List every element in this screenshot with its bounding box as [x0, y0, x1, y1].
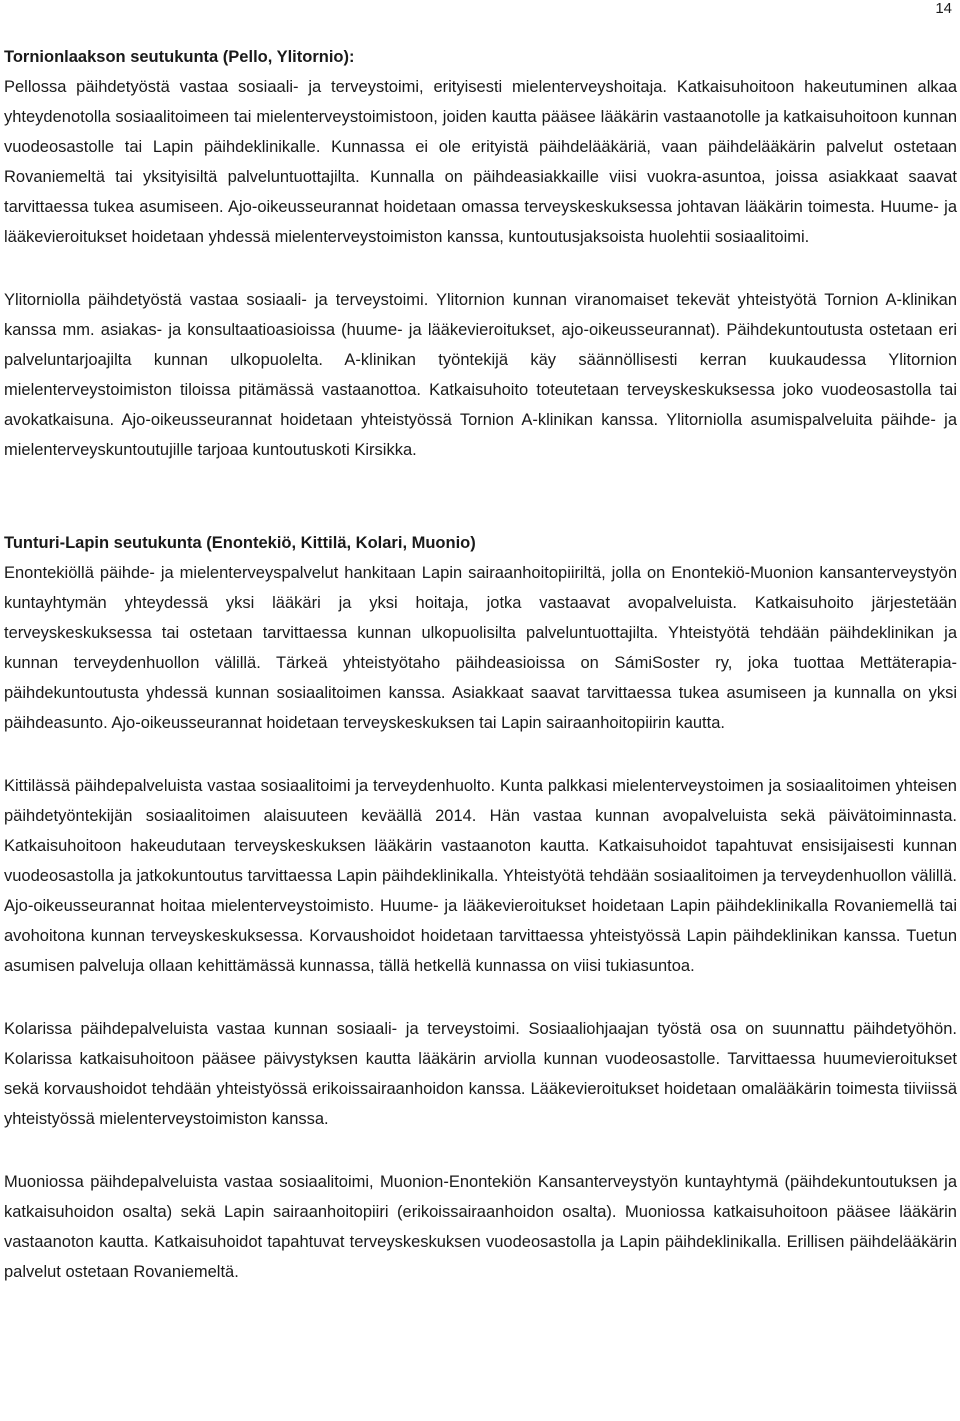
paragraph-kolari: Kolarissa päihdepalveluista vastaa kunnan sosiaali- ja terveystoimi. Sosiaaliohjaajan työstä osa on suunnattu päihdetyöhön. Kolarissa katkaisuhoitoon pääsee päivystyksen kautta lääkärin arviolla kunnan vuodeosastolle. Tarvittaessa huumevieroitukset sekä korvaushoidot tehdään yhteistyössä erikoissairaanhoidon kanssa. Lääkevieroitukset hoidetaan omalääkärin toimesta tiiviissä yhteistyössä mielenterveystoimiston kanssa. [4, 1020, 957, 1128]
paragraph-gap [4, 1134, 957, 1167]
paragraph-pello: Pellossa päihdetyöstä vastaa sosiaali- ja terveystoimi, erityisesti mielenterveyshoitaja. Katkaisuhoitoon hakeutuminen alkaa yhteydenotolla sosiaalitoimeen tai mielenterveystoimistoon, joiden kautta pääsee lääkärin vastaanotolle ja katkaisuhoitoon kunnan vuodeosastolle tai Lapin päihdeklinikalle. Kunnassa ei ole erityistä päihdelääkäriä, vaan päihdelääkärin palvelut ostetaan Rovaniemeltä tai yksityisiltä palveluntuottajilta. Kunnalla on päihdeasiakkaille viisi vuokra-asuntoa, joissa asiakkaat saavat tarvittaessa tukea asumiseen. Ajo-oikeusseurannat hoidetaan omassa terveyskeskuksessa johtavan lääkärin toimesta. Huume- ja lääkevieroitukset hoidetaan yhdessä mielenterveystoimiston kanssa, kuntoutusjaksoista huolehtii sosiaalitoimi. [4, 78, 957, 246]
paragraph-muonio: Muoniossa päihdepalveluista vastaa sosiaalitoimi, Muonion-Enontekiön Kansanterveystyön kuntayhtymä (päihdekuntoutuksen ja katkaisuhoidon osalta) sekä Lapin sairaanhoitopiiri (erikoissairaanhoidon osalta). Muoniossa katkaisuhoitoon pääsee lääkärin vastaanoton kautta. Katkaisuhoidot tapahtuvat terveyskeskuksen vuodeosastolla ja Lapin päihdeklinikalla. Erillisen päihdelääkärin palvelut ostetaan Rovaniemeltä. [4, 1173, 957, 1281]
section-heading: Tunturi-Lapin seutukunta (Enontekiö, Kittilä, Kolari, Muonio) [4, 534, 476, 552]
section-tunturi-lappi [4, 528, 957, 1287]
paragraph-gap [4, 738, 957, 771]
paragraph-ylitornio: Ylitorniolla päihdetyöstä vastaa sosiaali- ja terveystoimi. Ylitornion kunnan viranomaiset tekevät yhteistyötä Tornion A-klinikan kanssa mm. asiakas- ja konsultaatioasioissa (huume- ja lääkevieroitukset, ajo-oikeusseurannat). Päihdekuntoutusta ostetaan eri palveluntarjoajilta kunnan ulkopuolelta. A-klinikan työntekijä käy säännöllisesti kerran kuukaudessa Ylitornion mielenterveystoimiston tiloissa pitämässä vastaanottoa. Katkaisuhoito toteutetaan terveyskeskuksessa joko vuodeosastolla tai avokatkaisuna. Ajo-oikeusseurannat hoidetaan yhteistyössä Tornion A-klinikan kanssa. Ylitorniolla asumispalveluita päihde- ja mielenterveyskuntoutujille tarjoaa kuntoutuskoti Kirsikka. [4, 291, 957, 459]
section-gap [4, 465, 957, 528]
section-tornionlaakso [4, 42, 957, 465]
paragraph-kittila: Kittilässä päihdepalveluista vastaa sosiaalitoimi ja terveydenhuolto. Kunta palkkasi mielenterveystoimen ja sosiaalitoimen yhteisen päihdetyöntekijän sosiaalitoimen alaisuuteen keväällä 2014. Hän vastaa kunnan avopalveluista sekä päivätoiminnasta. Katkaisuhoitoon hakeudutaan terveyskeskuksen lääkärin vastaanoton kautta. Katkaisuhoidot tapahtuvat ensisijaisesti kunnan vuodeosastolla ja jatkokuntoutus tarvittaessa Lapin päihdeklinikalla. Yhteistyötä tehdään sosiaalitoimen ja terveydenhuollon välillä. Ajo-oikeusseurannat hoitaa mielenterveystoimisto. Huume- ja lääkevieroitukset hoidetaan Lapin päihdeklinikalla Rovaniemellä tai avohoitona kunnan terveyskeskuksessa. Korvaushoidot hoidetaan tarvittaessa yhteistyössä Lapin päihdeklinikan kanssa. Tuetun asumisen palveluja ollaan kehittämässä kunnassa, tällä hetkellä kunnassa on viisi tukiasuntoa. [4, 777, 957, 975]
section-heading: Tornionlaakson seutukunta (Pello, Ylitornio): [4, 48, 355, 66]
paragraph-gap [4, 252, 957, 285]
paragraph-enontekio: Enontekiöllä päihde- ja mielenterveyspalvelut hankitaan Lapin sairaanhoitopiiriltä, jolla on Enontekiö-Muonion kansanterveystyön kuntayhtymän yhteydessä yksi lääkäri ja yksi hoitaja, jotka vastaavat avopalveluista. Katkaisuhoito järjestetään terveyskeskuksessa tai ostetaan tarvittaessa kunnan ulkopuolisilta palveluntuottajilta. Yhteistyötä tehdään päihdeklinikan ja kunnan terveydenhuollon välillä. Tärkeä yhteistyötaho päihdeasioissa on SámiSoster ry, joka tuottaa Mettäterapia-päihdekuntoutusta yhdessä kunnan sosiaalitoimen kanssa. Asiakkaat saavat tarvittaessa tukea asumiseen ja kunnalla on yksi päihdeasunto. Ajo-oikeusseurannat hoidetaan terveyskeskuksen tai Lapin sairaanhoitopiirin kautta. [4, 564, 957, 732]
page-number: 14 [935, 0, 952, 17]
document-body [4, 42, 957, 1287]
paragraph-gap [4, 981, 957, 1014]
